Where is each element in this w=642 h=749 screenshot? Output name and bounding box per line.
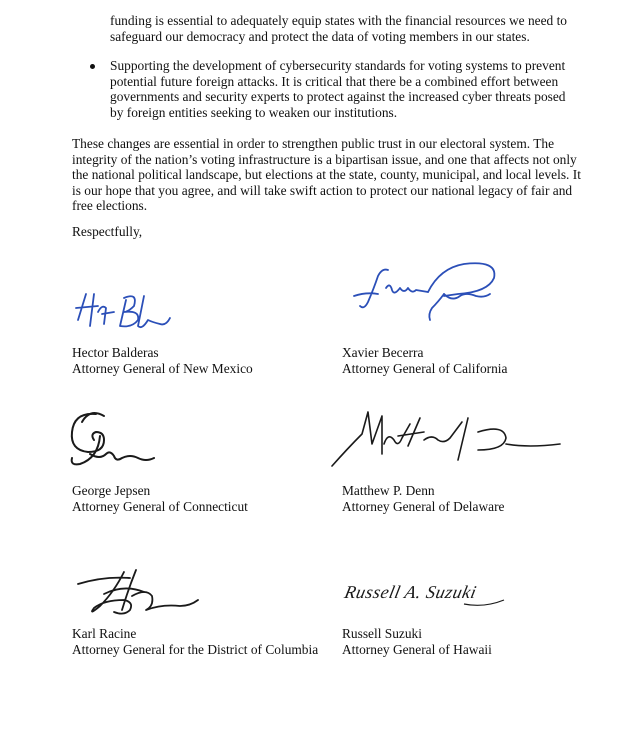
continuation-paragraph: funding is essential to adequately equip states with the financial resources we need to safeguard our democracy and protect the data of voting members in our states. [110, 13, 568, 44]
signature-jepsen-icon [60, 406, 160, 478]
signatory-suzuki [342, 626, 492, 657]
signatory-name: Hector Balderas [72, 345, 159, 360]
signature-becerra-icon [348, 258, 508, 334]
body-paragraph: These changes are essential in order to strengthen public trust in our electoral system. The integrity of the nation’s voting infrastructure is a bipartisan issue, and one that affects not only the national political landscape, but elections at the state, county, municipal, and local levels. It is our hope that you agree, and will take swift action to protect our national legacy of fair and free elections. [72, 136, 581, 214]
signature-jepsen [60, 406, 160, 478]
signatory-title: Attorney General of Delaware [342, 498, 505, 514]
signature-balderas-icon [68, 286, 178, 336]
signatory-balderas [72, 345, 253, 376]
signatory-title: Attorney General for the District of Columbia [72, 641, 319, 657]
signature-denn-icon [328, 404, 568, 474]
signatory-title: Attorney General of Connecticut [72, 498, 248, 514]
signatory-name: Karl Racine [72, 626, 137, 641]
bullet-paragraph: Supporting the development of cybersecurity standards for voting systems to prevent potential future foreign attacks. It is critical that there be a combined effort between governments and security experts to protect against the increased cyber threats posed by foreign entities seeking to weaken our institutions. [110, 58, 566, 120]
signatory-name: George Jepsen [72, 483, 151, 498]
signatory-title: Attorney General of Hawaii [342, 641, 492, 657]
signatory-name: Matthew P. Denn [342, 483, 435, 498]
signature-suzuki [344, 568, 534, 614]
signatory-name: Russell Suzuki [342, 626, 422, 641]
signature-becerra [348, 258, 508, 334]
signatory-racine [72, 626, 318, 657]
signature-racine [74, 566, 204, 620]
signatory-title: Attorney General of New Mexico [72, 360, 253, 376]
bullet-icon [90, 64, 95, 69]
closing-salutation: Respectfully, [72, 224, 143, 239]
signature-racine-icon [74, 566, 204, 620]
signatory-becerra [342, 345, 507, 376]
signatory-title: Attorney General of California [342, 360, 508, 376]
signature-suzuki-icon [344, 568, 534, 614]
signature-balderas [68, 286, 178, 336]
signature-denn [328, 404, 568, 474]
signatory-name: Xavier Becerra [342, 345, 424, 360]
svg-text:Russell A. Suzuki: Russell A. Suzuki [342, 582, 479, 602]
signatory-jepsen [72, 483, 248, 514]
signatory-denn [342, 483, 504, 514]
